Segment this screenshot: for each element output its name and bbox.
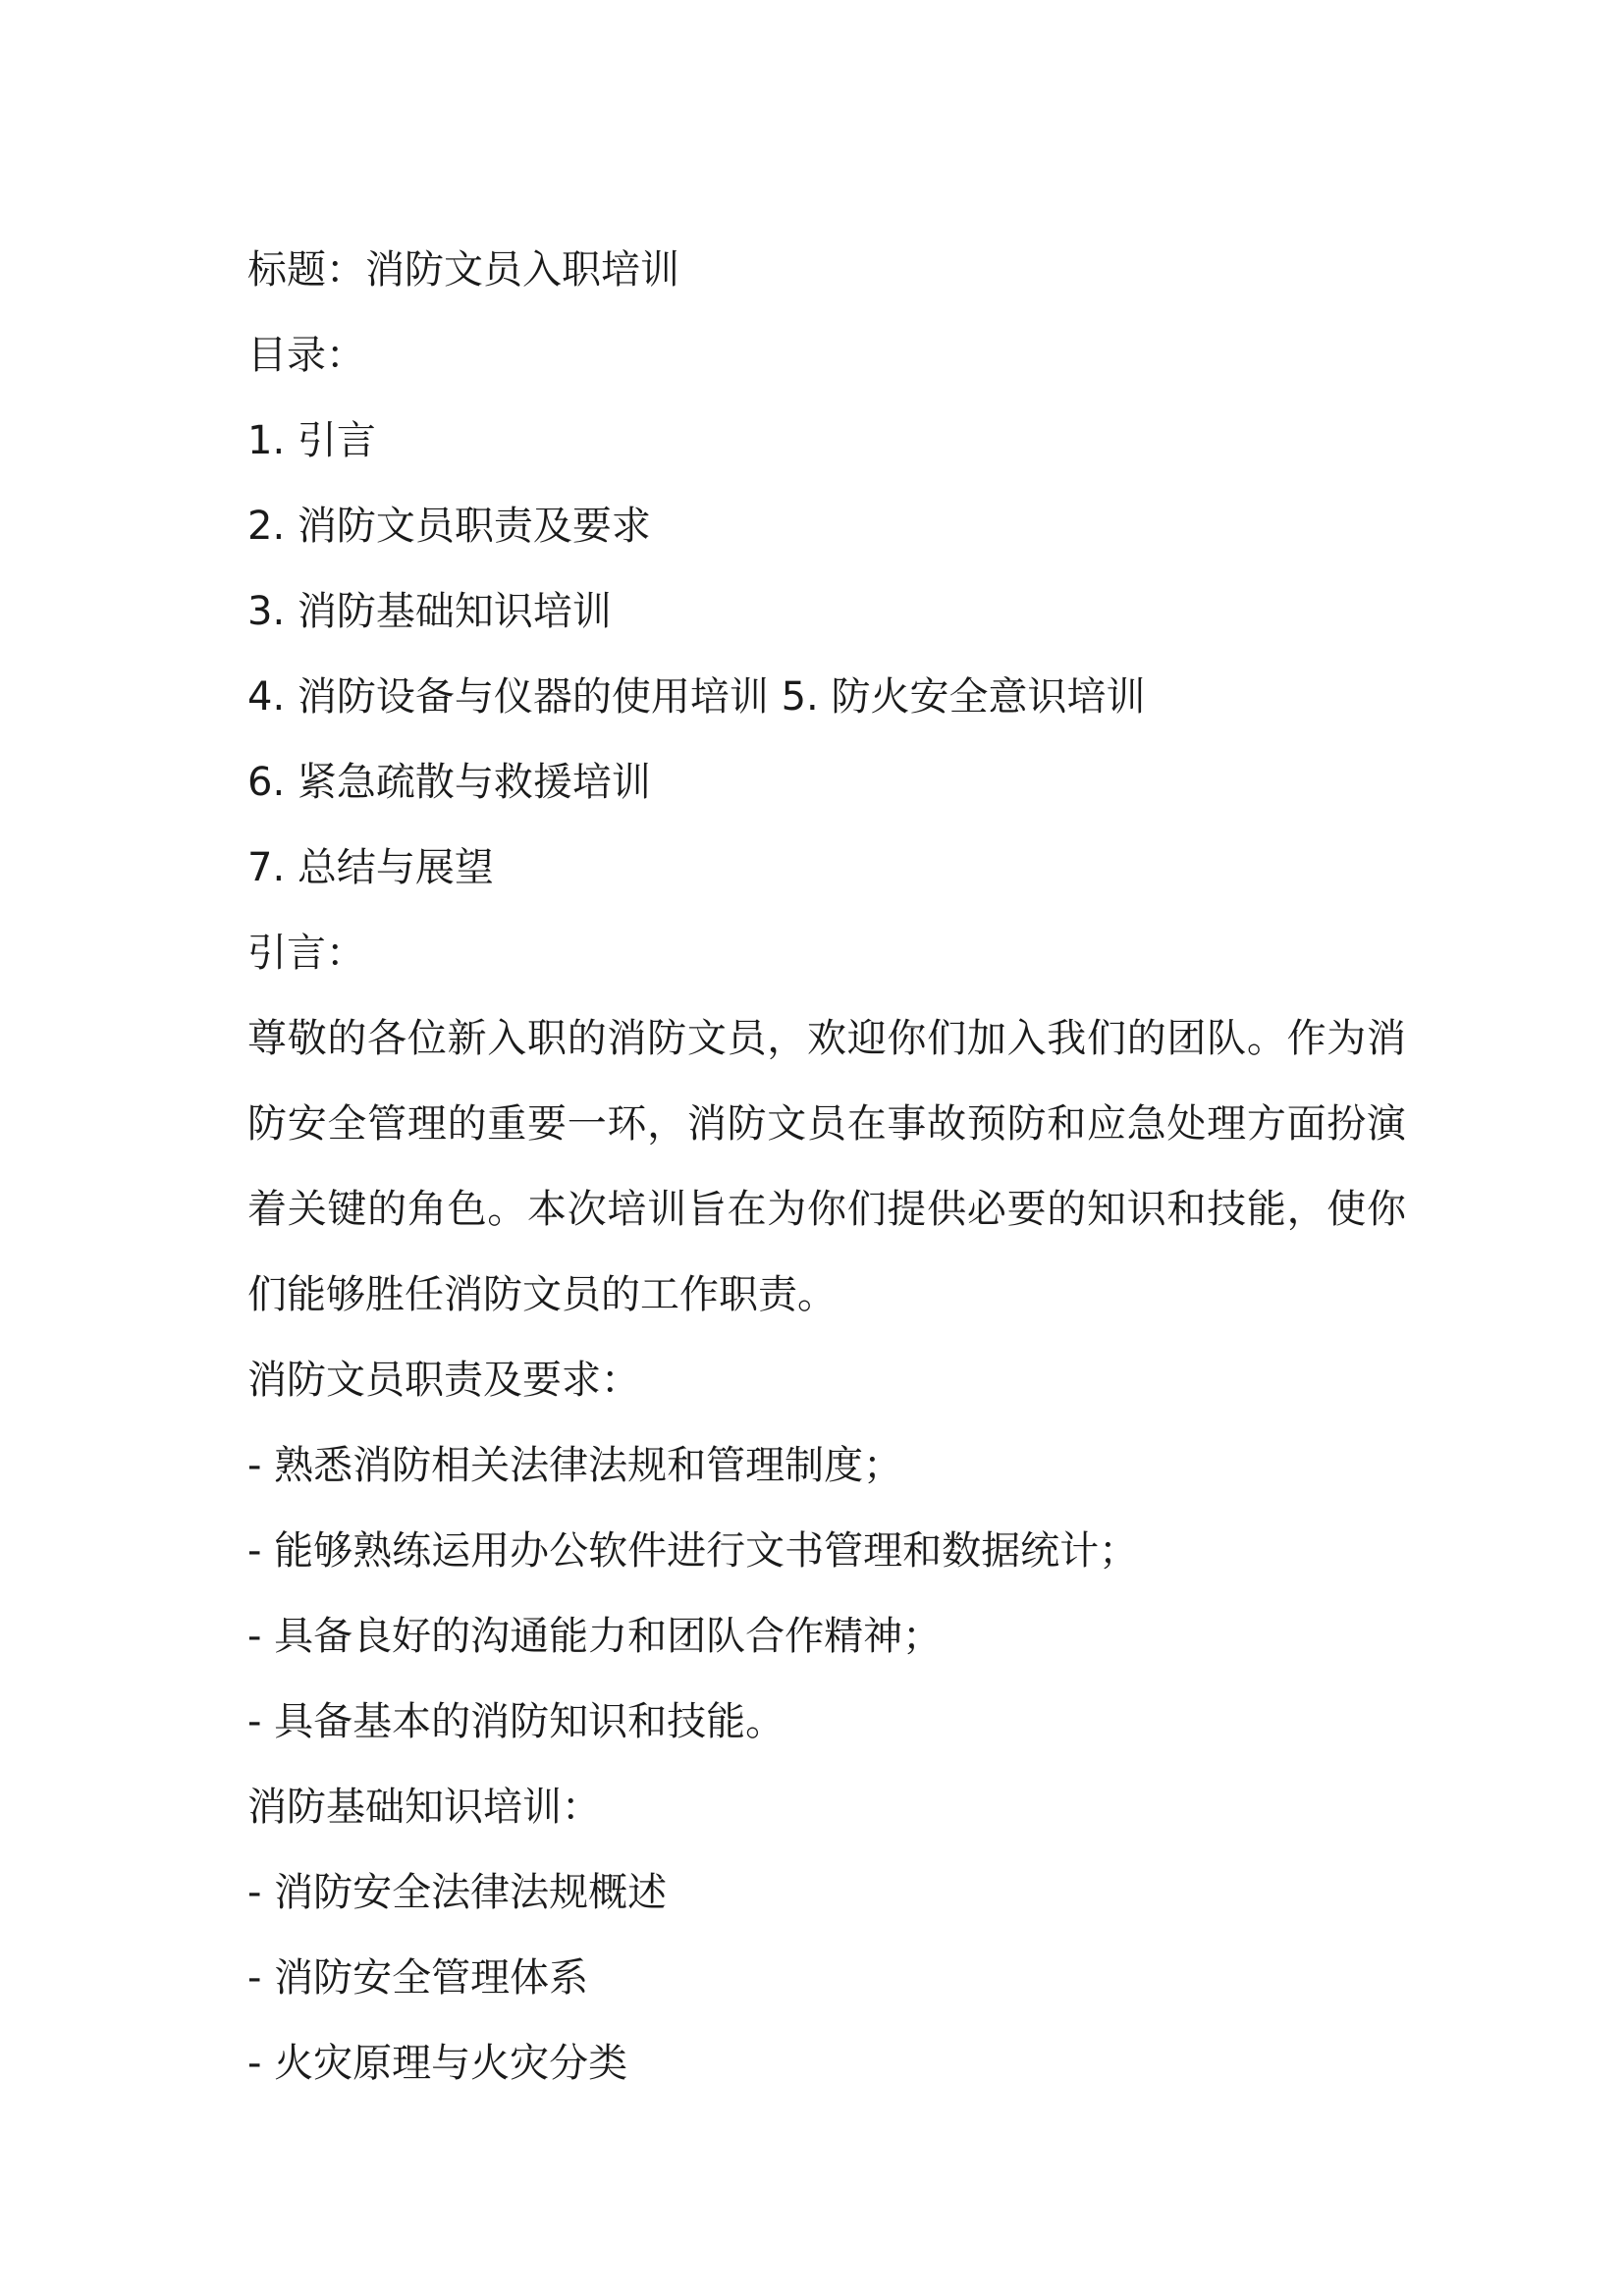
document-title: 标题：消防文员入职培训: [247, 247, 679, 293]
duties-item: - 具备基本的消防知识和技能。: [247, 1699, 785, 1744]
toc-item: 6. 紧急疏散与救援培训: [247, 760, 651, 805]
basics-heading: 消防基础知识培训：: [247, 1785, 601, 1830]
intro-heading: 引言：: [247, 931, 365, 976]
basics-item: - 火灾原理与火灾分类: [247, 2041, 628, 2086]
basics-item: - 消防安全管理体系: [247, 1955, 589, 2001]
toc-heading: 目录：: [247, 333, 365, 378]
toc-item: 1. 引言: [247, 418, 376, 463]
toc-item: 4. 消防设备与仪器的使用培训 5. 防火安全意识培训: [247, 674, 1146, 720]
toc-item: 2. 消防文员职责及要求: [247, 504, 651, 549]
duties-item: - 能够熟练运用办公软件进行文书管理和数据统计；: [247, 1528, 1139, 1574]
toc-item: 7. 总结与展望: [247, 845, 494, 890]
basics-item: - 消防安全法律法规概述: [247, 1870, 668, 1915]
toc-item: 3. 消防基础知识培训: [247, 589, 612, 634]
duties-item: - 具备良好的沟通能力和团队合作精神；: [247, 1614, 943, 1659]
document-body: [247, 228, 1406, 2107]
intro-paragraph: 尊敬的各位新入职的消防文员，欢迎你们加入我们的团队。作为消防安全管理的重要一环，消防文员在事故预防和应急处理方面扮演着关键的角色。本次培训旨在为你们提供必要的知识和技能，使你们能够胜任消防文员的工作职责。: [247, 1016, 1406, 1317]
duties-heading: 消防文员职责及要求：: [247, 1358, 640, 1403]
duties-item: - 熟悉消防相关法律法规和管理制度；: [247, 1443, 903, 1488]
